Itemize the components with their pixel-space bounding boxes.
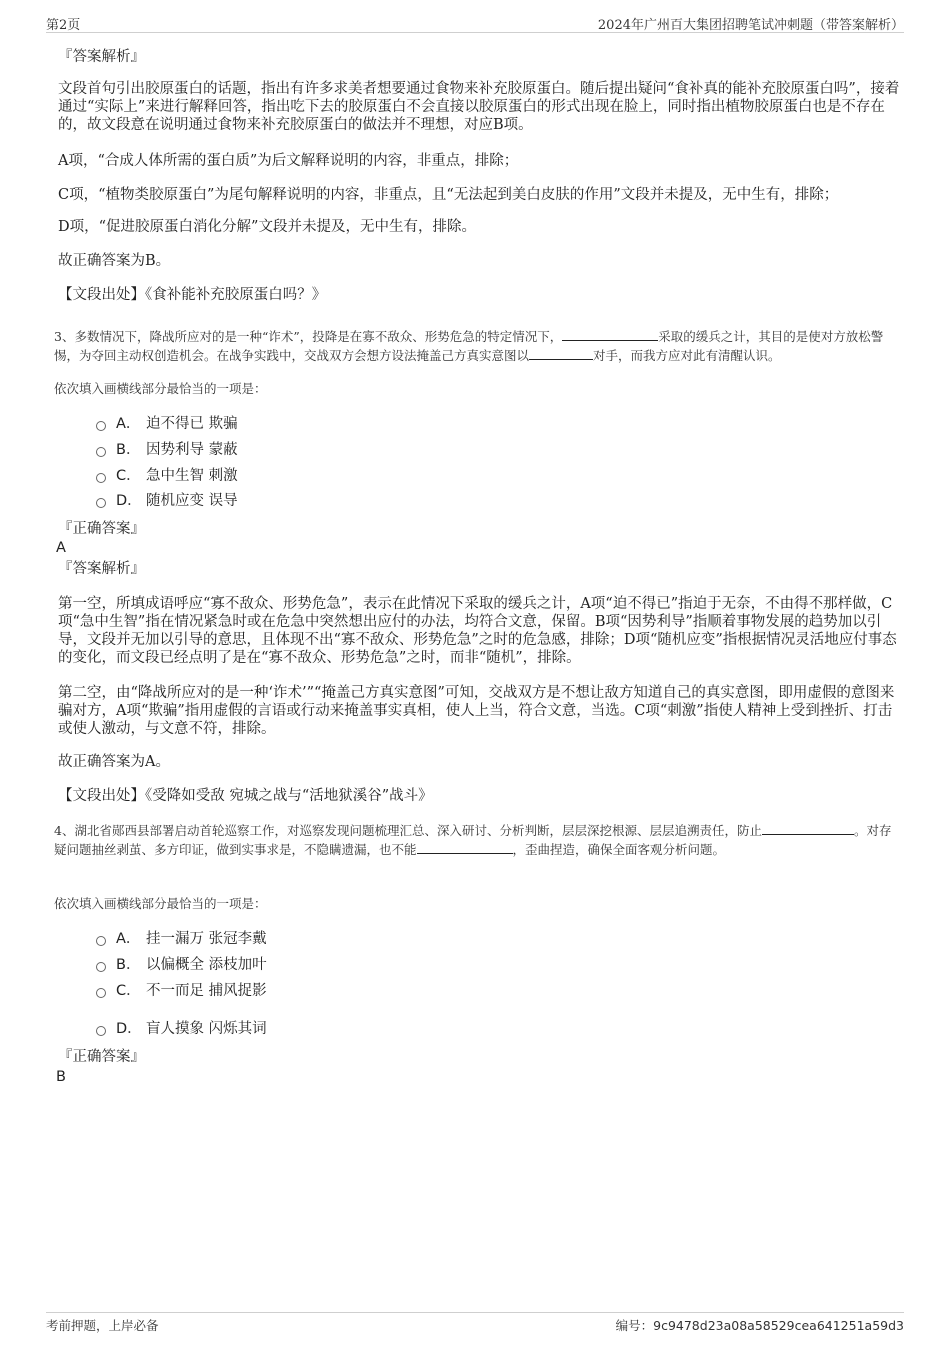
document-title: 2024年广州百大集团招聘笔试冲刺题（带答案解析） — [597, 18, 904, 33]
radio-icon[interactable] — [96, 1026, 106, 1036]
radio-icon[interactable] — [96, 498, 106, 508]
q3-blank-1[interactable] — [562, 327, 658, 341]
q2-analysis-label: 『答案解析』 — [58, 49, 145, 65]
q2-source: 【文段出处】《食补能补充胶原蛋白吗？》 — [58, 287, 327, 303]
q3-option-a[interactable]: A． 迫不得已 欺骗 — [96, 415, 238, 433]
q3-correct-label: 『正确答案』 — [58, 521, 145, 537]
footer-slogan: 考前押题，上岸必备 — [46, 1318, 159, 1333]
page-header — [46, 12, 904, 33]
footer-code-value: 9c9478d23a08a58529cea641251a59d3 — [653, 1318, 904, 1333]
q3-option-b[interactable]: B． 因势利导 蒙蔽 — [96, 441, 238, 459]
q3-source: 【文段出处】《受降如受敌 宛城之战与“活地狱溪谷”战斗》 — [58, 788, 433, 804]
q4-stem-part3: ，歪曲捏造，确保全面客观分析问题。 — [512, 842, 726, 857]
q3-instruction: 依次填入画横线部分最恰当的一项是： — [54, 381, 267, 396]
q2-analysis-option-a: A项，“合成人体所需的蛋白质”为后文解释说明的内容，非重点，排除； — [58, 153, 519, 169]
footer-code — [616, 1316, 904, 1334]
q4-stem — [54, 821, 902, 859]
q3-stem-part3: 对手，而我方应对此有清醒认识。 — [593, 348, 781, 363]
radio-icon[interactable] — [96, 988, 106, 998]
q3-option-c[interactable]: C． 急中生智 刺激 — [96, 467, 238, 485]
q2-conclusion: 故正确答案为B。 — [58, 253, 171, 269]
q3-blank-2[interactable] — [529, 346, 593, 360]
q4-correct-answer: B — [56, 1069, 66, 1085]
q3-analysis-paragraph-1: 第一空，所填成语呼应“寡不敌众、形势危急”，表示在此情况下采取的缓兵之计，A项“迫不得已”指迫于无奈，不由得不那样做，C项“急中生智”指在情况紧急时或在危急中突然想出应付的办法，均符合文意，保留。B项“因势利导”指顺着事物发展的趋势加以引导，文段并无加以引导的意思，且体现不出“寡不敌众、形势危急”之时的危急感，排除；D项“随机应变”指根据情况灵活地应付事态的变化，而文段已经点明了是在“寡不敌众、形势危急”之时，而非“随机”，排除。 — [58, 596, 897, 666]
q4-instruction: 依次填入画横线部分最恰当的一项是： — [54, 896, 267, 911]
q2-analysis-option-d: D项，“促进胶原蛋白消化分解”文段并未提及，无中生有，排除。 — [58, 219, 476, 235]
q4-stem-part1: 4、湖北省郧西县部署启动首轮巡察工作，对巡察发现问题梳理汇总、深入研讨、分析判断，层层深挖根源、层层追溯责任，防止 — [54, 823, 762, 838]
q4-option-a[interactable]: A． 挂一漏万 张冠李戴 — [96, 930, 267, 948]
q3-stem — [54, 327, 902, 365]
q4-stem-part2: 。对存疑问题抽丝剥茧、多方印证，做到实事求是，不隐瞒遗漏，也不能 — [54, 823, 892, 857]
q4-correct-label: 『正确答案』 — [58, 1049, 145, 1065]
q4-option-b[interactable]: B． 以偏概全 添枝加叶 — [96, 956, 267, 974]
q3-correct-answer: A — [56, 540, 66, 556]
q4-option-c[interactable]: C． 不一而足 捕风捉影 — [96, 982, 267, 1000]
radio-icon[interactable] — [96, 421, 106, 431]
q3-conclusion: 故正确答案为A。 — [58, 754, 170, 770]
radio-icon[interactable] — [96, 473, 106, 483]
q3-stem-part2: 采取的缓兵之计，其目的是使对方放松警惕，为夺回主动权创造机会。在战争实践中，交战双方会想方设法掩盖己方真实意图以 — [54, 329, 884, 363]
page-number: 第2页 — [46, 18, 81, 33]
q4-blank-2[interactable] — [417, 840, 513, 854]
q3-analysis-label: 『答案解析』 — [58, 561, 145, 577]
footer-code-label: 编号： — [615, 1318, 654, 1333]
q3-analysis-paragraph-2: 第二空，由“降战所应对的是一种‘诈术’”“掩盖己方真实意图”可知，交战双方是不想让敌方知道自己的真实意图，即用虚假的意图来骗对方，A项“欺骗”指用虚假的言语或行动来掩盖事实真相，使人上当，符合文意，当选。C项“刺激”指使人精神上受到挫折、打击或使人激动，与文意不符，排除。 — [58, 685, 895, 737]
q2-analysis-paragraph: 文段首句引出胶原蛋白的话题，指出有许多求美者想要通过食物来补充胶原蛋白。随后提出疑问“食补真的能补充胶原蛋白吗”，接着通过“实际上”来进行解释回答，指出吃下去的胶原蛋白不会直接以胶原蛋白的形式出现在脸上，同时指出植物胶原蛋白也是不存在的，故文段意在说明通过食物来补充胶原蛋白的做法并不理想，对应B项。 — [58, 81, 900, 133]
q3-option-d[interactable]: D． 随机应变 误导 — [96, 492, 238, 510]
q2-analysis-option-c: C项，“植物类胶原蛋白”为尾句解释说明的内容，非重点，且“无法起到美白皮肤的作用”文段并未提及，无中生有，排除； — [58, 187, 839, 203]
q4-blank-1[interactable] — [762, 821, 854, 835]
radio-icon[interactable] — [96, 962, 106, 972]
page-footer — [46, 1312, 904, 1335]
radio-icon[interactable] — [96, 447, 106, 457]
q3-stem-part1: 3、多数情况下，降战所应对的是一种“诈术”，投降是在寡不敌众、形势危急的特定情况下， — [54, 329, 563, 344]
radio-icon[interactable] — [96, 936, 106, 946]
q4-option-d[interactable]: D． 盲人摸象 闪烁其词 — [96, 1020, 267, 1038]
